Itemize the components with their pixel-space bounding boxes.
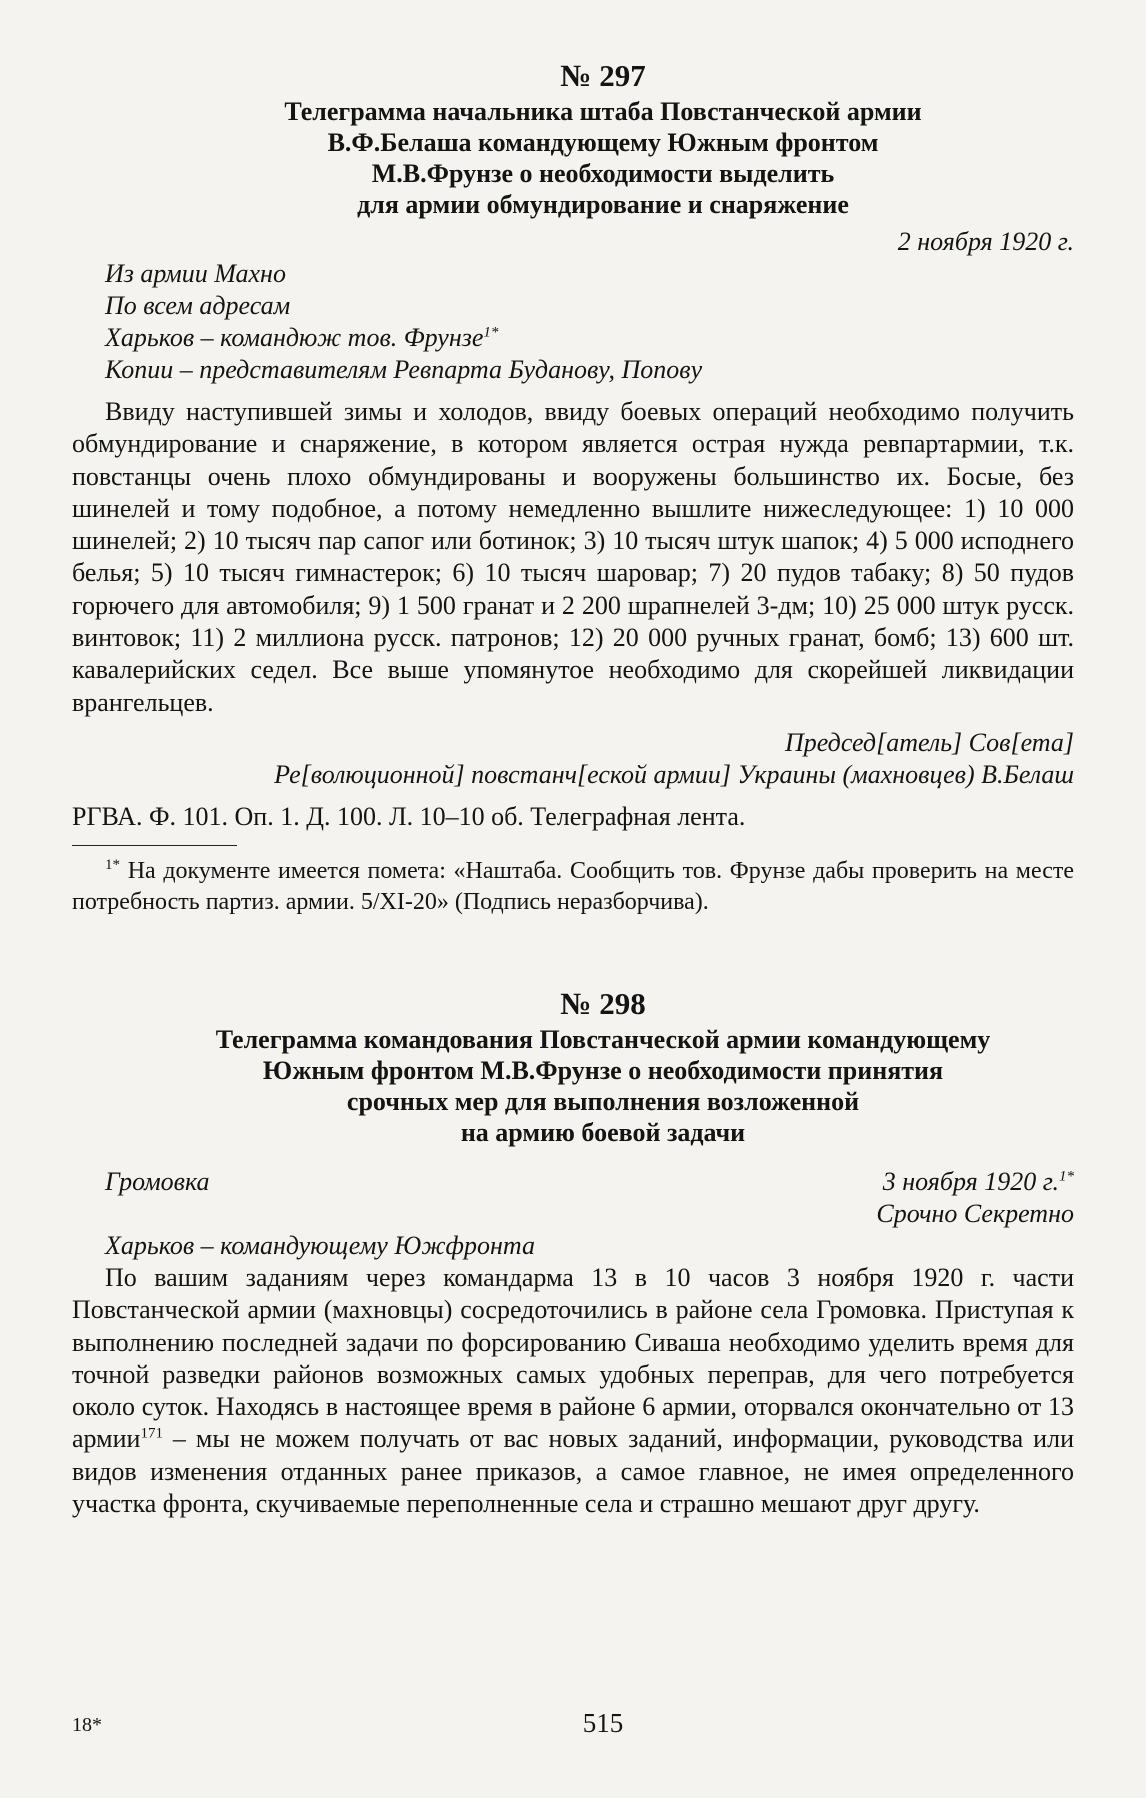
document-number: № 297 bbox=[560, 58, 646, 93]
archive-source: РГВА. Ф. 101. Оп. 1. Д. 100. Л. 10–10 об. Телеграфная лента. bbox=[72, 801, 746, 831]
footnote-divider bbox=[72, 845, 237, 846]
title-line: Южным фронтом М.В.Фрунзе о необходимости принятия bbox=[262, 1055, 944, 1085]
signature-line: Председ[атель] Сов[ета] bbox=[785, 727, 1074, 757]
footnote-ref: 1* bbox=[1059, 1168, 1074, 1185]
title-line: на армию боевой задачи bbox=[460, 1117, 746, 1147]
title-line: срочных мер для выполнения возложенной bbox=[346, 1086, 860, 1116]
address-text: Харьков – командюж тов. Фрунзе bbox=[105, 323, 484, 352]
date-text: 3 ноября 1920 г. bbox=[882, 1166, 1059, 1196]
page-number: 515 bbox=[582, 1708, 624, 1738]
footnote bbox=[72, 856, 1074, 918]
body-text: – мы не можем получать от вас новых заданий, информации, руководства или видов изменения отданных ранее приказов, а самое главное, не имея определенного участка фронта, скучиваемые переполненные села и страшно мешают друг другу. bbox=[72, 1424, 1074, 1519]
signature-block bbox=[72, 727, 1074, 791]
address-line: Копии – представителям Ревпарта Буданову, Попову bbox=[105, 355, 703, 384]
title-line: Телеграмма командования Повстанческой армии командующему bbox=[215, 1024, 991, 1054]
document-title bbox=[132, 1024, 1074, 1148]
footnote-ref: 1* bbox=[483, 324, 499, 341]
body-text: По вашим заданиям через командарма 13 в 10 часов 3 ноября 1920 г. части Повстанческой армии (махновцы) сосредоточились в районе села Громовка. Приступая к выполнению последней задачи по форсированию Сиваша необходимо уделить время для точной разведки районов возможных самых удобных переправ, для чего потребуется около суток. Находясь в настоящее время в районе 6 армии, оторвался окончательно от 13 армии bbox=[72, 1262, 1074, 1454]
document-place: Громовка bbox=[105, 1166, 210, 1196]
title-line: Телеграмма начальника штаба Повстанческой армии bbox=[284, 97, 922, 126]
page-footer bbox=[72, 1708, 1074, 1748]
document-number: № 298 bbox=[560, 985, 646, 1021]
signature-line: Ре[волюционной] повстанч[еской армии] Украины (махновцев) В.Белаш bbox=[274, 759, 1074, 789]
body-paragraph bbox=[72, 1262, 1074, 1520]
title-line: М.В.Фрунзе о необходимости выделить bbox=[371, 159, 835, 188]
address-block bbox=[72, 258, 1074, 386]
document-title bbox=[132, 96, 1074, 220]
address-line bbox=[105, 322, 1074, 354]
place-date-row bbox=[72, 1166, 1074, 1198]
document-date: 2 ноября 1920 г. bbox=[897, 227, 1074, 256]
footnote-mark: 1* bbox=[105, 856, 120, 873]
title-line: для армии обмундирование и снаряжение bbox=[357, 190, 849, 219]
address-line: По всем адресам bbox=[105, 291, 291, 320]
document-page bbox=[72, 58, 1074, 1520]
address-line: Из армии Махно bbox=[105, 259, 286, 288]
body-paragraph: Ввиду наступившей зимы и холодов, ввиду боевых операций необходимо получить обмундирование и снаряжение, в котором является острая нужда ревпартармии, т.к. повстанцы очень плохо обмундированы и вооружены большинство их. Босые, без шинелей и тому подобное, а потому немедленно вышлите нижеследующее: 1) 10 000 шинелей; 2) 10 тысяч пар сапог или ботинок; 3) 10 тысяч штук шапок; 4) 5 000 исподнего белья; 5) 10 тысяч гимнастерок; 6) 10 тысяч шаровар; 7) 20 пудов табаку; 8) 50 пудов горючего для автомобиля; 9) 1 500 гранат и 2 200 шрапнелей 3-дм; 10) 25 000 штук русск. винтовок; 11) 2 миллиона русск. патронов; 12) 20 000 ручных гранат, бомб; 13) 600 шт. кавалерийских седел. Все выше упомянутое необходимо для скорейшей ликвидации врангельцев. bbox=[72, 397, 1074, 717]
folio-mark: 18* bbox=[72, 1714, 102, 1736]
document-body bbox=[72, 396, 1074, 719]
document-body bbox=[72, 1262, 1074, 1520]
title-line: В.Ф.Белаша командующему Южным фронтом bbox=[327, 128, 879, 157]
note-ref: 171 bbox=[140, 1425, 163, 1442]
footnote-text: На документе имеется помета: «Наштаба. Сообщить тов. Фрунзе дабы проверить на месте потребность партиз. армии. 5/XI-20» (Подпись неразборчива). bbox=[72, 857, 1075, 915]
secrecy-mark: Срочно Секретно bbox=[876, 1198, 1074, 1228]
document-date bbox=[883, 1166, 1074, 1198]
address-line: Харьков – командующему Южфронта bbox=[105, 1230, 535, 1260]
